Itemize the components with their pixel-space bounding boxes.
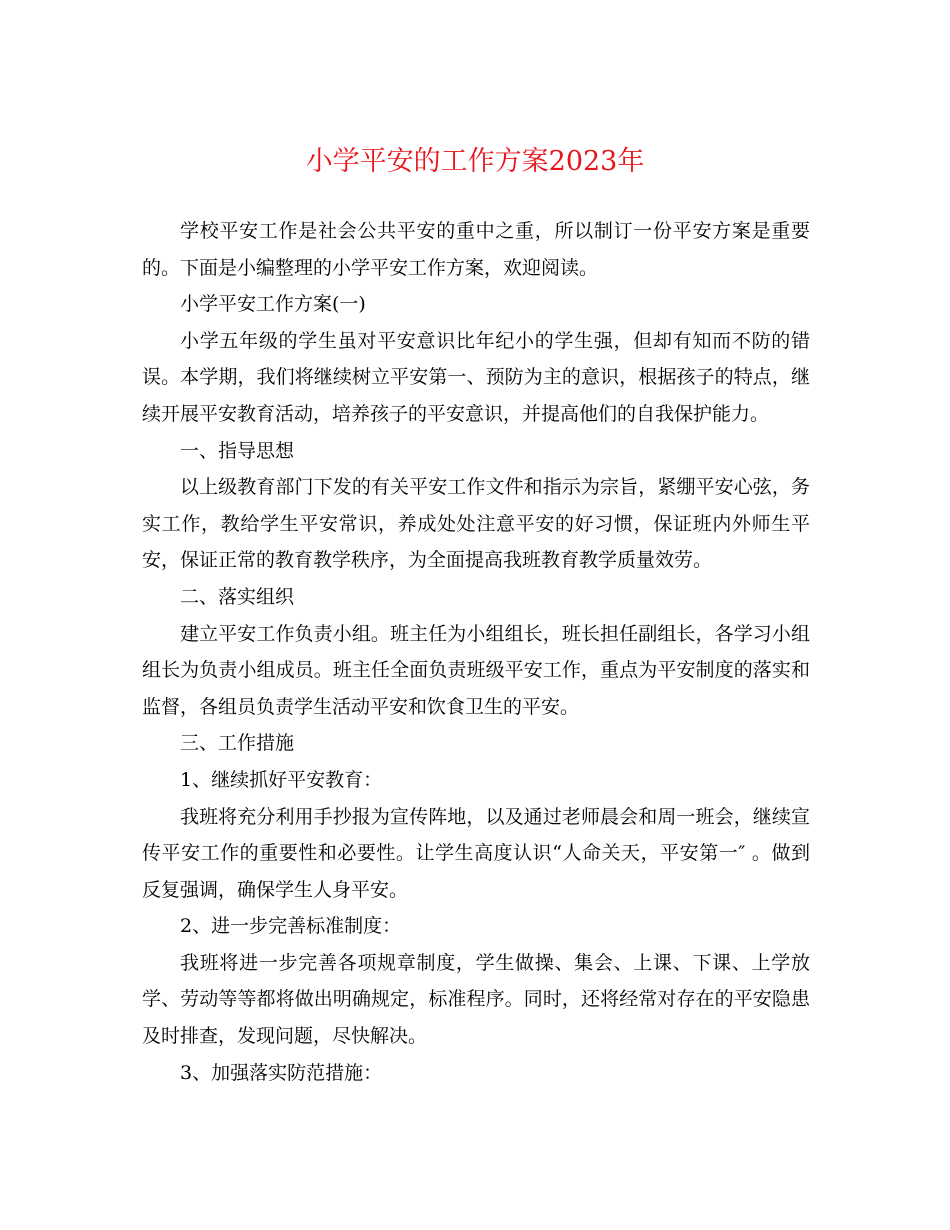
subheading-measure-2: 2、进一步完善标准制度： [180, 915, 402, 938]
paragraph-guiding-thought: 以上级教育部门下发的有关平安工作文件和指示为宗旨，紧绷平安心弦，务实工作，教给学生平安常识，养成处处注意平安的好习惯，保证班内外师生平安，保证正常的教育教学秩序，为全面提高我班教育教学质量效劳。 [142, 476, 810, 572]
document-body [142, 213, 810, 1091]
section-heading-measures: 三、工作措施 [180, 732, 295, 755]
section-heading-organization: 二、落实组织 [180, 585, 295, 608]
paragraph-intro: 学校平安工作是社会公共平安的重中之重，所以制订一份平安方案是重要的。下面是小编整理的小学平安工作方案，欢迎阅读。 [142, 220, 810, 279]
subheading-measure-1: 1、继续抓好平安教育： [180, 768, 383, 791]
plan-heading: 小学平安工作方案(一) [180, 293, 366, 316]
paragraph-background: 小学五年级的学生虽对平安意识比年纪小的学生强，但却有知而不防的错误。本学期，我们将继续树立平安第一、预防为主的意识，根据孩子的特点，继续开展平安教育活动，培养孩子的平安意识，并提高他们的自我保护能力。 [142, 329, 810, 425]
section-heading-guiding-thought: 一、指导思想 [180, 439, 295, 462]
paragraph-organization: 建立平安工作负责小组。班主任为小组组长，班长担任副组长，各学习小组组长为负责小组成员。班主任全面负责班级平安工作，重点为平安制度的落实和监督，各组员负责学生活动平安和饮食卫生的平安。 [142, 622, 810, 718]
subheading-measure-3: 3、加强落实防范措施： [180, 1061, 383, 1084]
document-title: 小学平安的工作方案2023年 [305, 146, 645, 177]
paragraph-measure-1: 我班将充分利用手抄报为宣传阵地，以及通过老师晨会和周一班会，继续宣传平安工作的重要性和必要性。让学生高度认识“人命关天，平安第一″ 。做到反复强调，确保学生人身平安。 [142, 805, 810, 901]
paragraph-measure-2: 我班将进一步完善各项规章制度，学生做操、集会、上课、下课、上学放学、劳动等等都将做出明确规定，标准程序。同时，还将经常对存在的平安隐患及时排查，发现问题，尽快解决。 [142, 951, 810, 1048]
